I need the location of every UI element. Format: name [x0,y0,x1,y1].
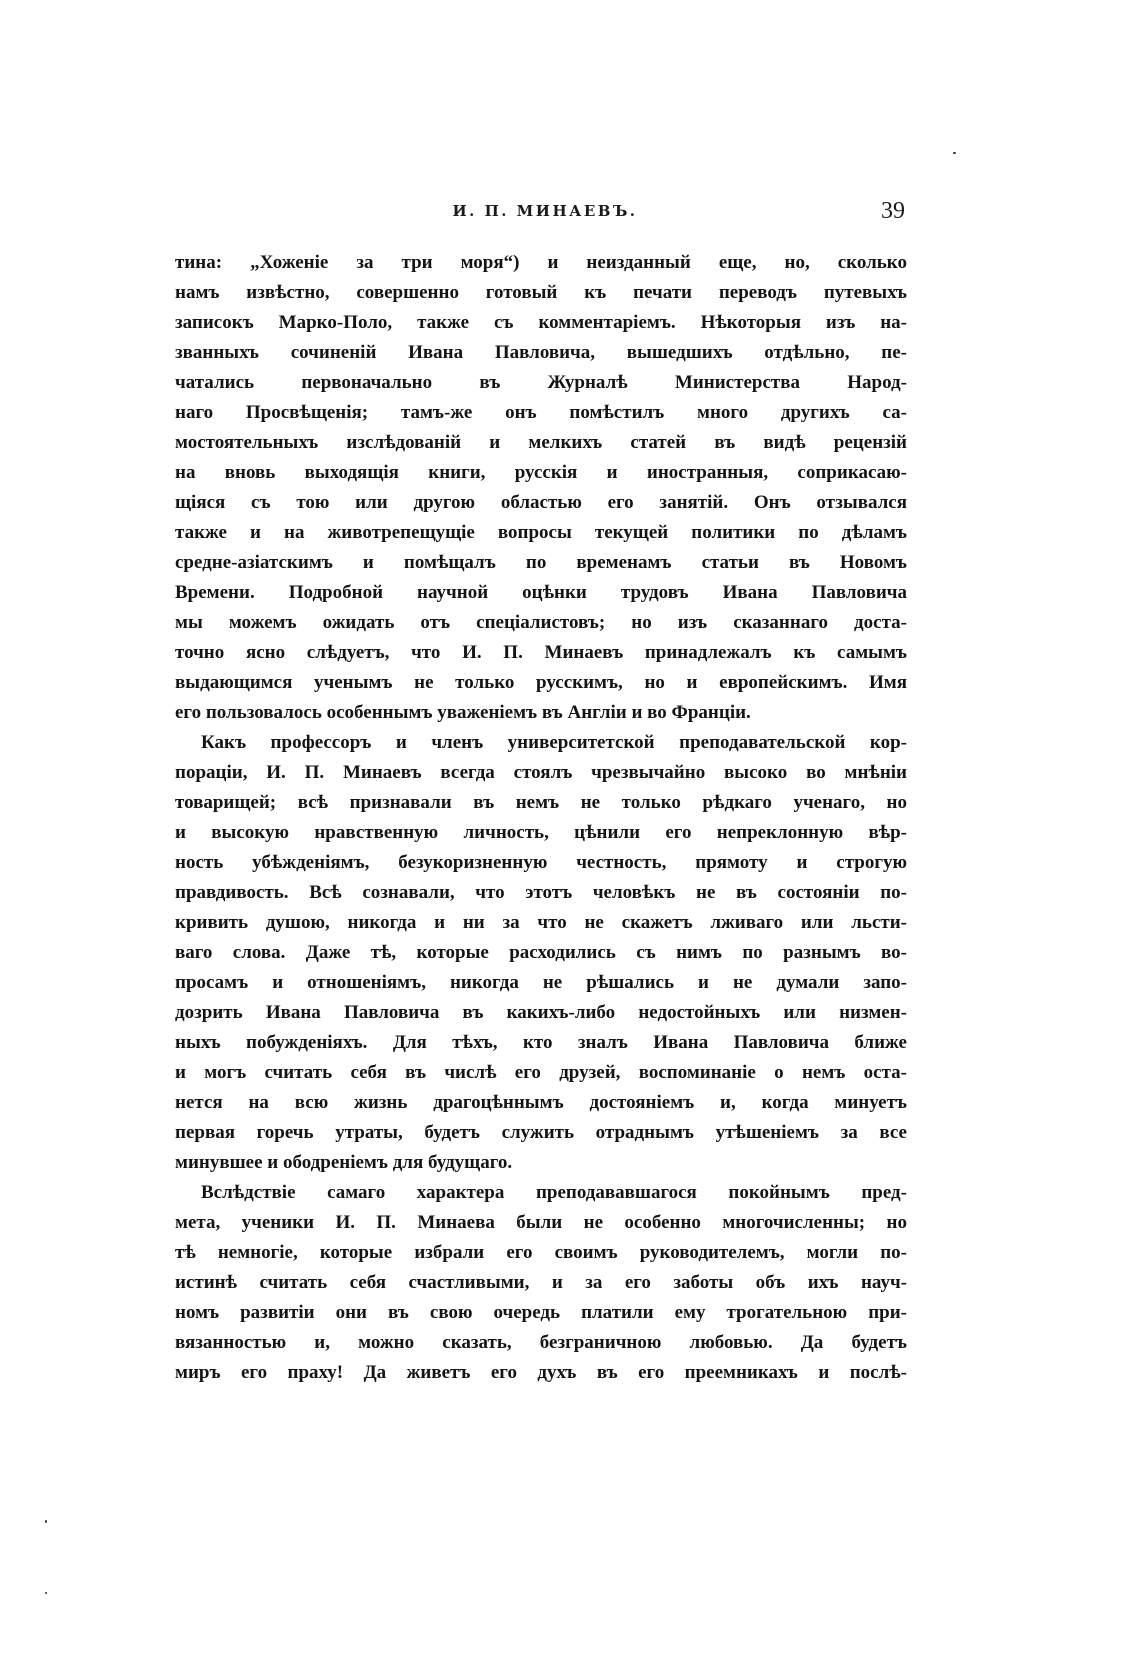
text-line: нется на всю жизнь драгоцѣннымъ достояніемъ и, когда минуетъ [175,1092,907,1113]
text-line: вязанностью и, можно сказать, безграничною любовью. Да будетъ [175,1332,907,1353]
text-line: и высокую нравственную личность, цѣнили его непреклонную вѣр- [175,822,907,843]
text-line: щіяся съ тою или другою областью его занятій. Онъ отзывался [175,492,907,513]
paragraph-2 [175,728,907,1178]
scan-speck [45,1592,47,1594]
text-line: ныхъ побужденіяхъ. Для тѣхъ, кто зналъ Ивана Павловича ближе [175,1032,907,1053]
paragraph-3 [175,1178,907,1388]
text-line: точно ясно слѣдуетъ, что И. П. Минаевъ принадлежалъ къ самымъ [175,642,907,663]
text-line: тѣ немногіе, которые избрали его своимъ руководителемъ, могли по- [175,1242,907,1263]
text-line: миръ его праху! Да живетъ его духъ въ его преемникахъ и послѣ- [175,1362,907,1383]
text-line: ность убѣжденіямъ, безукоризненную честность, прямоту и строгую [175,852,907,873]
text-line: выдающимся ученымъ не только русскимъ, но и европейскимъ. Имя [175,672,907,693]
text-line: кривить душою, никогда и ни за что не скажетъ лживаго или льсти- [175,912,907,933]
text-line: мы можемъ ожидать отъ спеціалистовъ; но изъ сказаннаго доста- [175,612,907,633]
text-line: званныхъ сочиненій Ивана Павловича, вышедшихъ отдѣльно, пе- [175,342,907,363]
text-line: также и на животрепещущіе вопросы текущей политики по дѣламъ [175,522,907,543]
text-line: мостоятельныхъ изслѣдованій и мелкихъ статей въ видѣ рецензій [175,432,907,453]
text-line: истинѣ считать себя счастливыми, и за его заботы объ ихъ науч- [175,1272,907,1293]
text-line: товарищей; всѣ признавали въ немъ не только рѣдкаго ученаго, но [175,792,907,813]
paragraph-1 [175,248,907,728]
text-line: ваго слова. Даже тѣ, которые расходились съ нимъ по разнымъ во- [175,942,907,963]
page-number: 39 [881,198,905,224]
text-line: записокъ Марко-Поло, также съ комментаріемъ. Нѣкоторыя изъ на- [175,312,907,333]
text-line: и могъ считать себя въ числѣ его друзей, воспоминаніе о немъ оста- [175,1062,907,1083]
text-line: дозрить Ивана Павловича въ какихъ-либо недостойныхъ или низмен- [175,1002,907,1023]
text-line: пораціи, И. П. Минаевъ всегда стоялъ чрезвычайно высоко во мнѣніи [175,762,907,783]
text-line: правдивость. Всѣ сознавали, что этотъ человѣкъ не въ состояніи по- [175,882,907,903]
text-line: минувшее и ободреніемъ для будущаго. [175,1152,513,1173]
text-line: мета, ученики И. П. Минаева были не особенно многочисленны; но [175,1212,907,1233]
text-line: просамъ и отношеніямъ, никогда не рѣшались и не думали запо- [175,972,907,993]
running-title: И. П. МИНАЕВЪ. [452,202,638,220]
text-line: Какъ профессоръ и членъ университетской преподавательской кор- [201,732,907,753]
text-line: наго Просвѣщенія; тамъ-же онъ помѣстилъ много другихъ са- [175,402,907,423]
text-line: первая горечь утраты, будетъ служить отраднымъ утѣшеніемъ за все [175,1122,907,1143]
text-line: на вновь выходящія книги, русскія и иностранныя, соприкасаю- [175,462,907,483]
text-line: Вслѣдствіе самаго характера преподававшагося покойнымъ пред- [201,1182,907,1203]
text-line: Времени. Подробной научной оцѣнки трудовъ Ивана Павловича [175,582,907,603]
text-line: номъ развитіи они въ свою очередь платили ему трогательною при- [175,1302,907,1323]
text-line: его пользовалось особеннымъ уваженіемъ въ Англіи и во Франціи. [175,702,751,723]
text-line: чатались первоначально въ Журналѣ Министерства Народ- [175,372,907,393]
running-head [185,198,905,224]
text-body [175,248,907,1388]
scan-speck [953,152,956,154]
text-line: средне-азіатскимъ и помѣщалъ по временамъ статьи въ Новомъ [175,552,907,573]
scan-speck [45,1520,47,1523]
text-line: тина: „Хоженіе за три моря“) и неизданный еще, но, сколько [175,252,907,273]
text-line: намъ извѣстно, совершенно готовый къ печати переводъ путевыхъ [175,282,907,303]
